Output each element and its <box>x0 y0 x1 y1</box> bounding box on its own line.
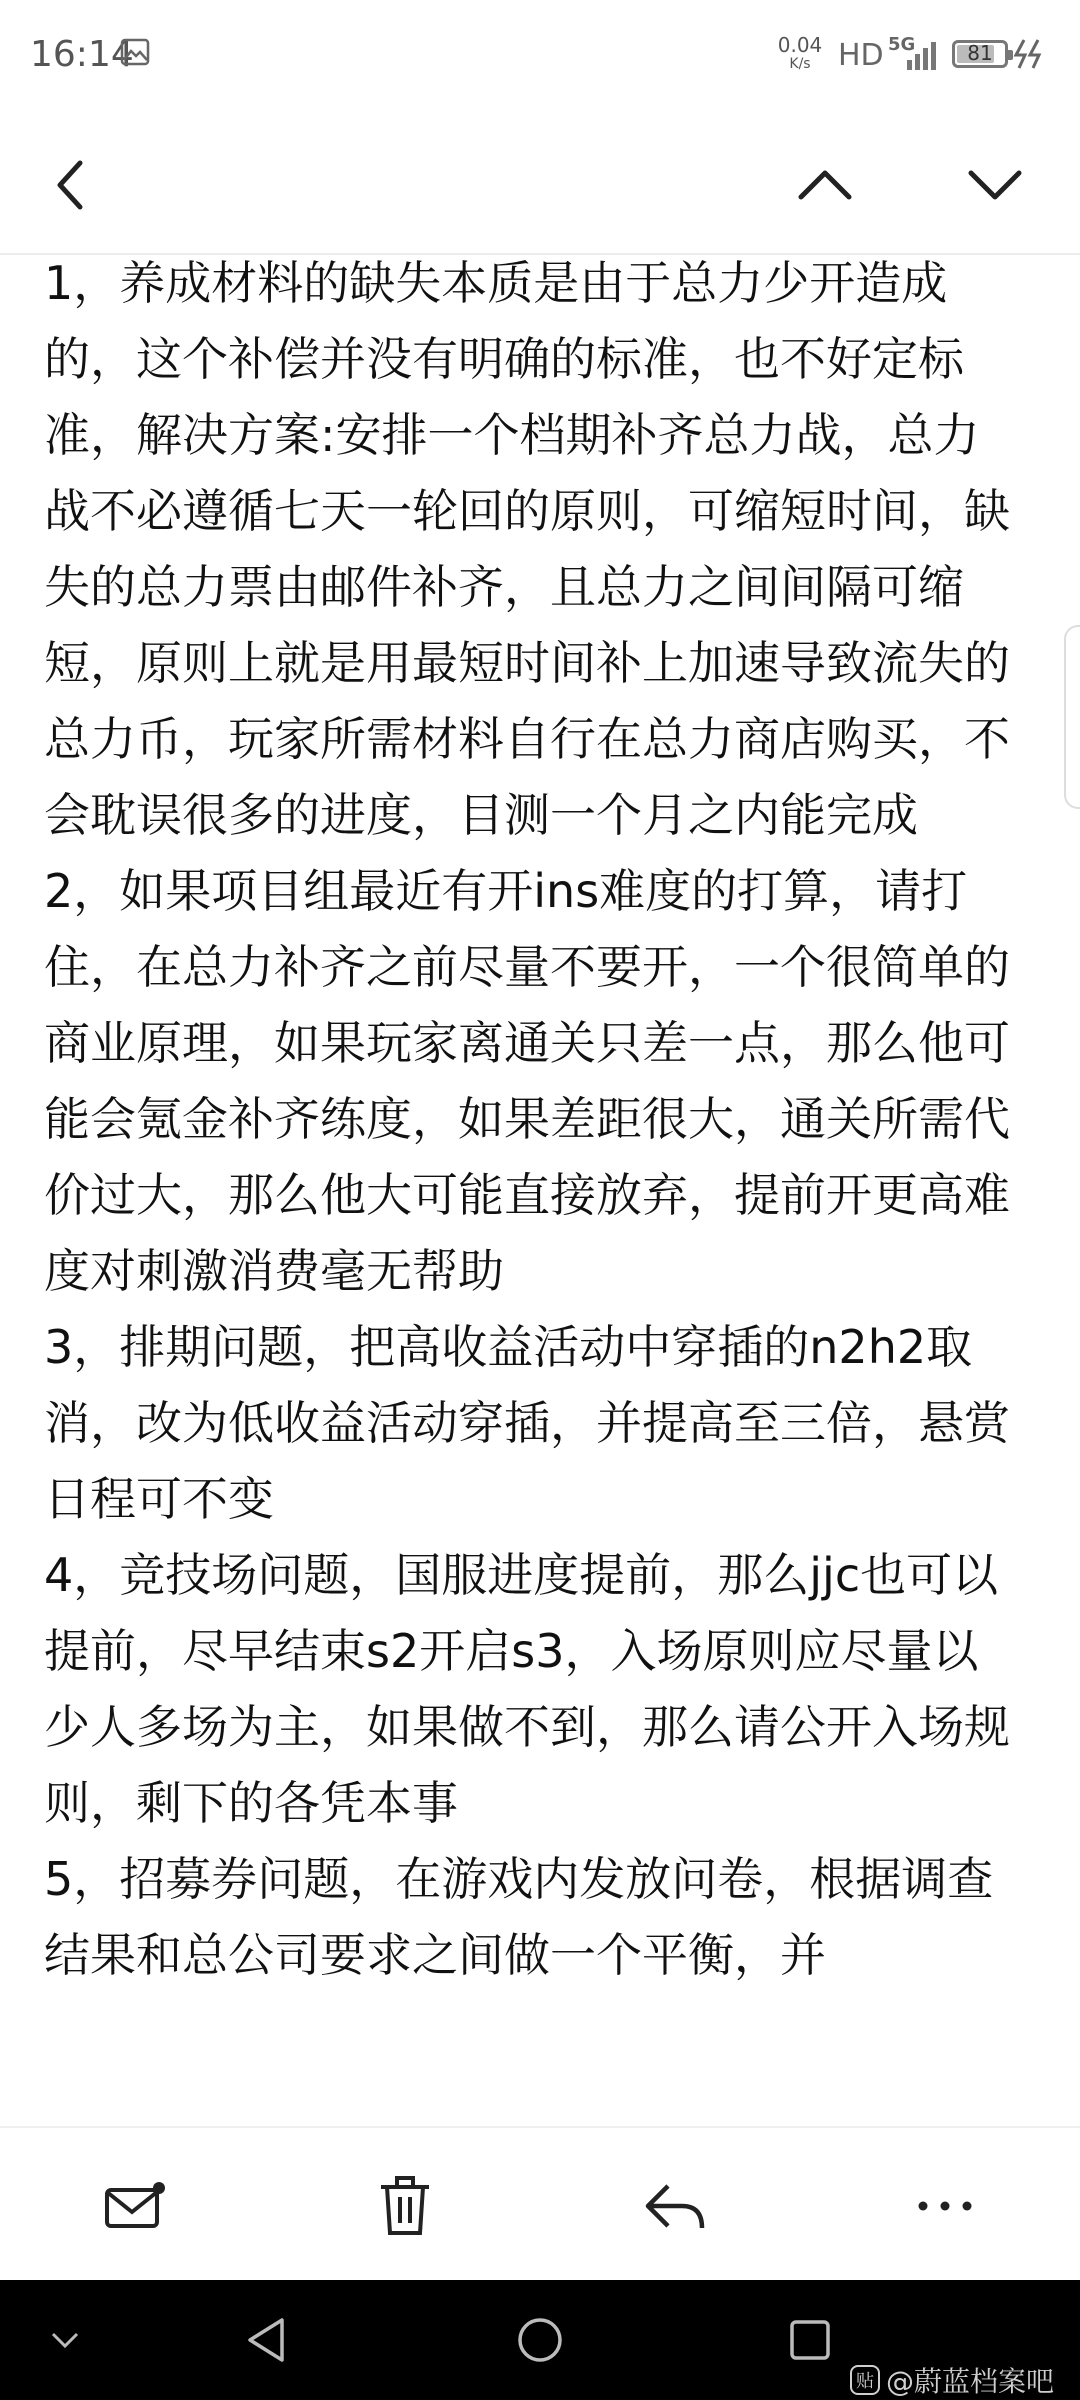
charging-icon <box>1012 38 1048 70</box>
back-button[interactable] <box>30 145 110 225</box>
paragraph-5: 5，招募券问题，在游戏内发放问卷，根据调查结果和总公司要求之间做一个平衡，并 <box>44 1852 994 1982</box>
trash-icon <box>377 2175 433 2237</box>
square-recent-icon <box>785 2315 835 2365</box>
watermark <box>850 2360 1054 2400</box>
network-speed-unit: K/s <box>789 56 811 72</box>
chevron-down-small-icon <box>45 2328 85 2352</box>
battery-icon <box>952 40 1008 68</box>
collapse-nav-button[interactable] <box>30 2305 100 2375</box>
chevron-left-icon <box>50 155 90 215</box>
battery-level: 81 <box>967 41 993 65</box>
chevron-up-icon <box>795 165 855 205</box>
status-bar <box>0 0 1080 110</box>
network-speed-value: 0.04 <box>777 33 823 57</box>
reply-button[interactable] <box>635 2170 715 2242</box>
signal-strength-icon <box>905 40 941 70</box>
status-time: 16:14 <box>30 34 134 75</box>
action-bar-divider <box>0 2126 1080 2128</box>
system-recent-apps-button[interactable] <box>775 2305 845 2375</box>
circle-home-icon <box>514 2314 566 2366</box>
more-dots-icon <box>915 2196 975 2216</box>
reply-icon <box>642 2178 708 2234</box>
paragraph-1: 1，养成材料的缺失本质是由于总力少开造成的，这个补偿并没有明确的标准，也不好定标准，解决方案:安排一个档期补齐总力战，总力战不必遵循七天一轮回的原则，可缩短时间，缺失的总力票由邮件补齐，且总力之间间隔可缩短，原则上就是用最短时间补上加速导致流失的总力币，玩家所需材料自行在总力商店购买，不会耽误很多的进度，目测一个月之内能完成 <box>44 256 1010 842</box>
paragraph-3: 3，排期问题，把高收益活动中穿插的n2h2取消，改为低收益活动穿插，并提高至三倍，悬赏日程可不变 <box>44 1320 1010 1526</box>
delete-button[interactable] <box>365 2170 445 2242</box>
system-home-button[interactable] <box>505 2305 575 2375</box>
network-type: 5G <box>888 34 916 55</box>
mail-icon <box>103 2180 167 2232</box>
tieba-logo: 贴 <box>850 2365 880 2395</box>
hd-indicator: HD <box>838 38 884 73</box>
system-back-button[interactable] <box>232 2305 302 2375</box>
image-notification-icon <box>120 38 150 66</box>
message-body <box>44 245 1024 2125</box>
triangle-back-icon <box>242 2314 292 2366</box>
next-message-button[interactable] <box>955 145 1035 225</box>
mark-unread-button[interactable] <box>95 2170 175 2242</box>
chevron-down-icon <box>965 165 1025 205</box>
more-options-button[interactable] <box>905 2170 985 2242</box>
previous-message-button[interactable] <box>785 145 865 225</box>
paragraph-4: 4，竞技场问题，国服进度提前，那么jjc也可以提前，尽早结束s2开启s3，入场原则应尽量以少人多场为主，如果做不到，那么请公开入场规则，剩下的各凭本事 <box>44 1548 1010 1830</box>
watermark-text: @蔚蓝档案吧 <box>886 2365 1055 2398</box>
scroll-handle[interactable] <box>1064 625 1080 809</box>
network-speed <box>775 34 825 72</box>
paragraph-2: 2，如果项目组最近有开ins难度的打算，请打住，在总力补齐之前尽量不要开，一个很简单的商业原理，如果玩家离通关只差一点，那么他可能会氪金补齐练度，如果差距很大，通关所需代价过大，那么他大可能直接放弃，提前开更高难度对刺激消费毫无帮助 <box>44 864 1010 1298</box>
